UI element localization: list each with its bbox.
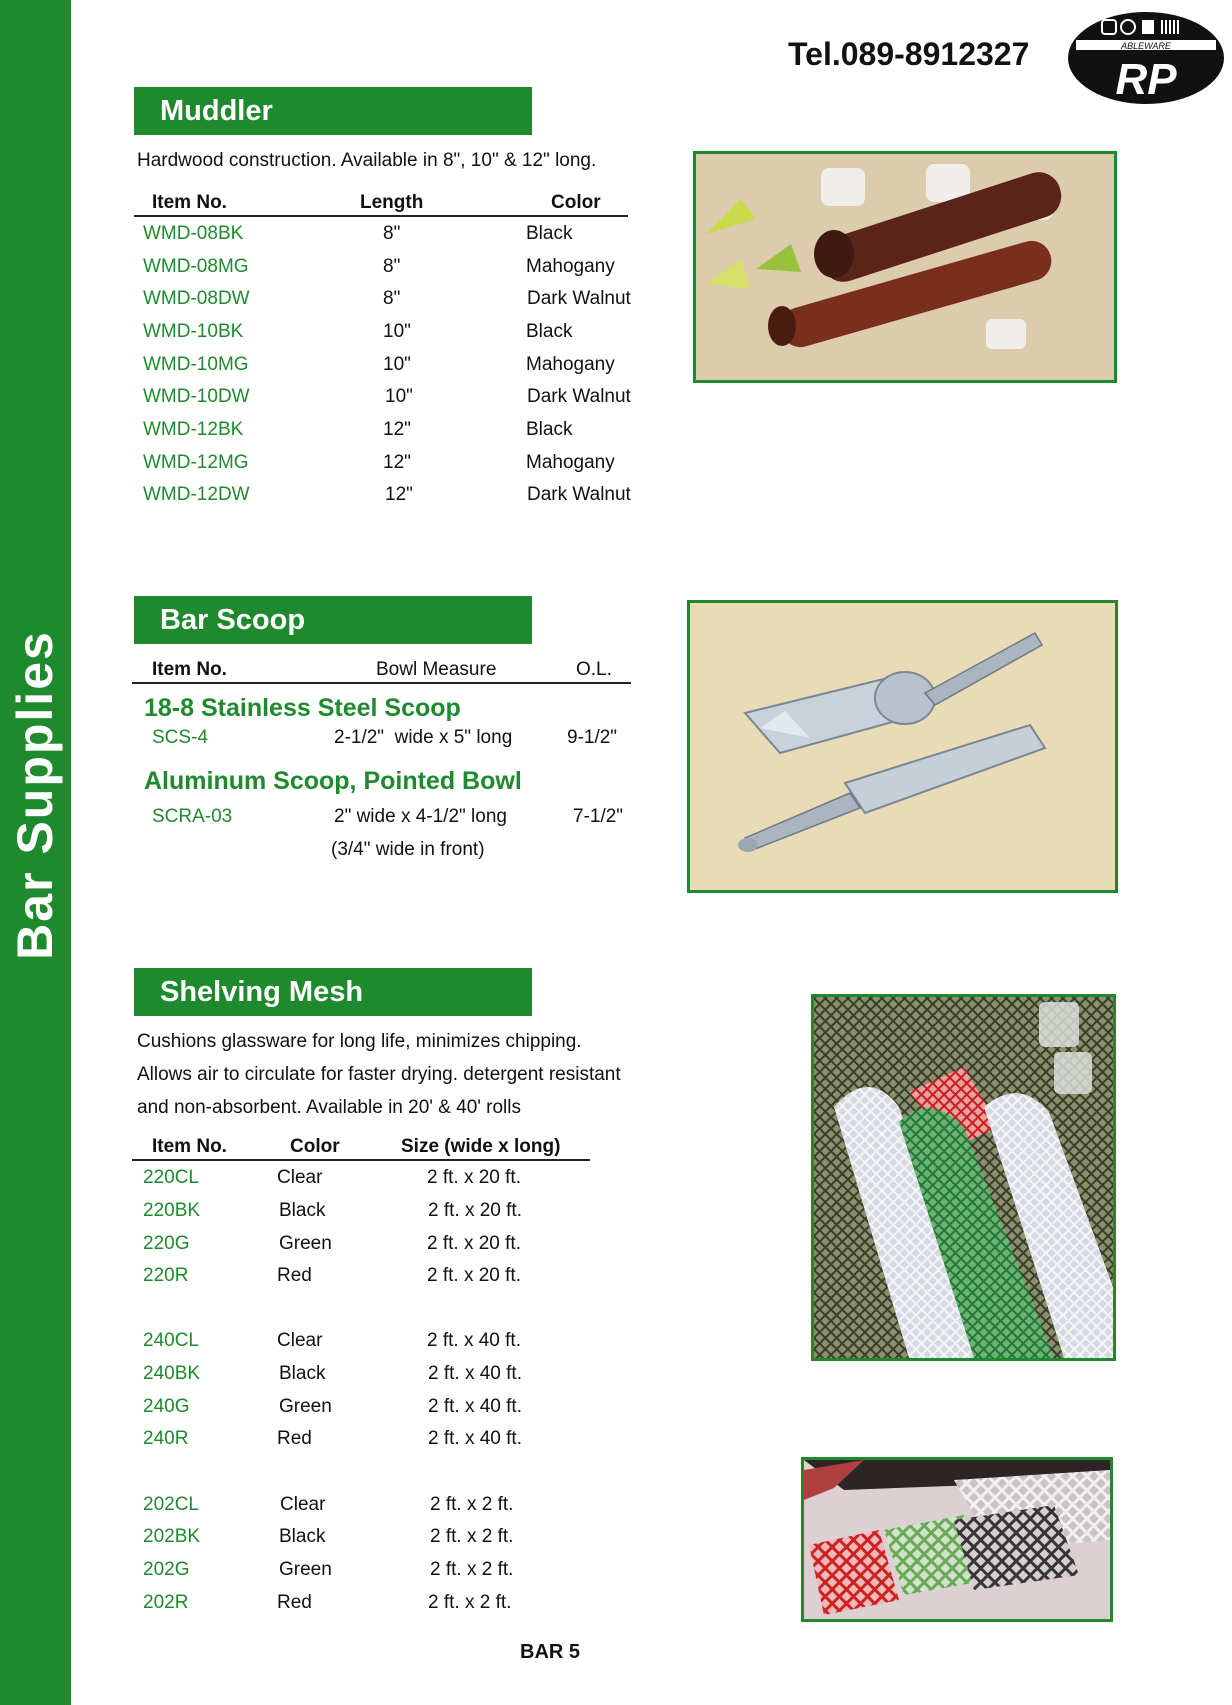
muddler-length: 12": [383, 419, 411, 440]
scoop-item: SCRA-03: [152, 806, 233, 827]
shelving-mesh-section-title: Shelving Mesh: [134, 968, 532, 1016]
mesh-size: 2 ft. x 40 ft.: [427, 1330, 521, 1351]
mesh-size: 2 ft. x 2 ft.: [428, 1592, 512, 1613]
muddler-item: WMD-08MG: [143, 256, 249, 277]
muddler-color: Black: [526, 419, 573, 440]
mesh-col-size: Size (wide x long): [401, 1136, 561, 1157]
shelving-mesh-rolls-photo: [811, 994, 1116, 1361]
mesh-size: 2 ft. x 20 ft.: [427, 1233, 521, 1254]
muddler-length: 10": [383, 321, 411, 342]
muddler-color: Mahogany: [526, 354, 615, 375]
mesh-item: 240CL: [143, 1330, 199, 1351]
mesh-size: 2 ft. x 2 ft.: [430, 1494, 514, 1515]
muddler-item: WMD-12BK: [143, 419, 244, 440]
muddler-length: 8": [383, 256, 401, 277]
muddler-section-title: Muddler: [134, 87, 532, 135]
muddler-description: Hardwood construction. Available in 8", 10" & 12" long.: [137, 150, 597, 171]
scoop-col-item: Item No.: [152, 659, 227, 680]
muddler-color: Dark Walnut: [527, 288, 631, 309]
mesh-size: 2 ft. x 20 ft.: [427, 1265, 521, 1286]
telephone-number: Tel.089-8912327: [788, 36, 1030, 72]
mesh-color: Clear: [280, 1494, 326, 1515]
scoop-col-ol: O.L.: [576, 659, 612, 680]
mesh-color: Clear: [277, 1330, 323, 1351]
muddler-color: Dark Walnut: [527, 484, 631, 505]
mesh-color: Red: [277, 1265, 312, 1286]
scoop-bowl-measure: 2" wide x 4-1/2" long: [334, 806, 507, 827]
mesh-item: 240R: [143, 1428, 189, 1449]
logo-small-text: ABLEWARE: [1121, 41, 1171, 51]
sidebar-title: Bar Supplies: [7, 630, 63, 960]
mesh-color: Green: [279, 1396, 332, 1417]
mesh-size: 2 ft. x 40 ft.: [428, 1396, 522, 1417]
mesh-item: 202G: [143, 1559, 190, 1580]
muddler-length: 12": [383, 452, 411, 473]
mesh-color: Black: [279, 1526, 326, 1547]
mesh-item: 240BK: [143, 1363, 201, 1384]
mesh-description-line: Cushions glassware for long life, minimizes chipping.: [137, 1031, 582, 1052]
mesh-color: Red: [277, 1428, 312, 1449]
mesh-size: 2 ft. x 20 ft.: [428, 1200, 522, 1221]
scoop-bowl-measure: 2-1/2" wide x 5" long: [334, 727, 513, 748]
scoop-group-name: 18-8 Stainless Steel Scoop: [144, 694, 461, 722]
mesh-size: 2 ft. x 2 ft.: [430, 1559, 514, 1580]
bar-scoop-photo: [687, 600, 1118, 893]
muddler-item: WMD-08BK: [143, 223, 244, 244]
logo-text: RP: [1115, 55, 1177, 104]
mesh-color: Black: [279, 1363, 326, 1384]
scoop-col-bowl: Bowl Measure: [376, 659, 497, 680]
muddler-item: WMD-10BK: [143, 321, 244, 342]
muddler-item: WMD-10MG: [143, 354, 249, 375]
muddler-item: WMD-12DW: [143, 484, 250, 505]
mesh-item: 220CL: [143, 1167, 199, 1188]
muddler-col-item: Item No.: [152, 192, 227, 213]
mesh-item: 202CL: [143, 1494, 199, 1515]
mesh-description-line: and non-absorbent. Available in 20' & 40' rolls: [137, 1097, 521, 1118]
muddler-length: 10": [383, 354, 411, 375]
muddler-length: 10": [385, 386, 413, 407]
shelving-mesh-mats-photo: [801, 1457, 1113, 1622]
mesh-size: 2 ft. x 40 ft.: [428, 1428, 522, 1449]
scoop-ol: 9-1/2": [567, 727, 618, 748]
bar-scoop-section-title: Bar Scoop: [134, 596, 532, 644]
muddler-color: Dark Walnut: [527, 386, 631, 407]
muddler-item: WMD-12MG: [143, 452, 249, 473]
muddler-length: 8": [383, 223, 401, 244]
muddler-color: Mahogany: [526, 452, 615, 473]
muddler-col-length: Length: [360, 192, 424, 213]
muddler-color: Black: [526, 321, 573, 342]
mesh-item: 220G: [143, 1233, 190, 1254]
mesh-size: 2 ft. x 40 ft.: [428, 1363, 522, 1384]
mesh-size: 2 ft. x 20 ft.: [427, 1167, 521, 1188]
rp-ableware-logo: [1066, 10, 1226, 106]
muddler-header-rule: [134, 215, 628, 217]
mesh-col-item: Item No.: [152, 1136, 227, 1157]
mesh-item: 202BK: [143, 1526, 201, 1547]
muddler-color: Black: [526, 223, 573, 244]
sidebar-band: [0, 0, 71, 1705]
mesh-color: Red: [277, 1592, 312, 1613]
muddler-length: 8": [383, 288, 401, 309]
mesh-item: 220R: [143, 1265, 189, 1286]
mesh-description-line: Allows air to circulate for faster drying. detergent resistant: [137, 1064, 621, 1085]
mesh-header-rule: [132, 1159, 590, 1161]
mesh-color: Black: [279, 1200, 326, 1221]
mesh-color: Green: [279, 1559, 332, 1580]
scoop-note: (3/4" wide in front): [331, 839, 485, 860]
mesh-item: 202R: [143, 1592, 189, 1613]
scoop-ol: 7-1/2": [573, 806, 624, 827]
muddler-item: WMD-10DW: [143, 386, 250, 407]
muddler-photo: [693, 151, 1117, 383]
scoop-item: SCS-4: [152, 727, 208, 748]
mesh-color: Green: [279, 1233, 332, 1254]
mesh-col-color: Color: [290, 1136, 340, 1157]
scoop-group-name: Aluminum Scoop, Pointed Bowl: [144, 767, 522, 795]
mesh-color: Clear: [277, 1167, 323, 1188]
scoop-header-rule: [132, 682, 631, 684]
muddler-item: WMD-08DW: [143, 288, 250, 309]
mesh-item: 220BK: [143, 1200, 201, 1221]
mesh-item: 240G: [143, 1396, 190, 1417]
muddler-length: 12": [385, 484, 413, 505]
page-number: BAR 5: [520, 1641, 581, 1663]
muddler-col-color: Color: [551, 192, 601, 213]
muddler-color: Mahogany: [526, 256, 615, 277]
mesh-size: 2 ft. x 2 ft.: [430, 1526, 514, 1547]
